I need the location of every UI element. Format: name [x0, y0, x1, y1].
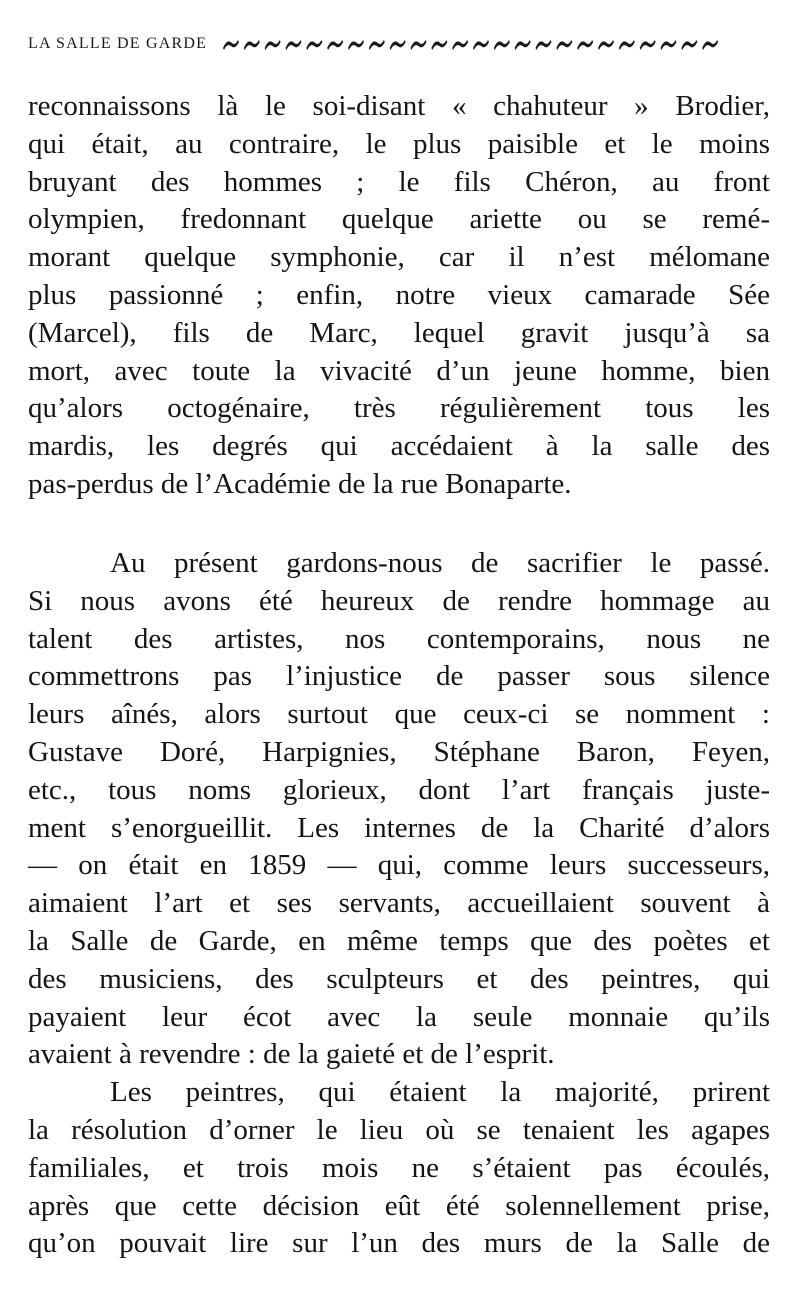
ornament-flourish: [536, 40, 552, 50]
ornament-flourish: [598, 40, 614, 50]
ornament-flourish: [411, 40, 427, 50]
text-line: payaient leur écot avec la seule monnaie qu’ils: [28, 1000, 770, 1033]
ornament-flourish: [306, 40, 322, 50]
text-line: leurs aînés, alors surtout que ceux-ci se nomment :: [28, 698, 770, 731]
header-ornament-icon: [221, 34, 721, 54]
ornament-flourish: [390, 40, 406, 50]
text-line: Si nous avons été heureux de rendre hommage au: [28, 584, 770, 617]
text-line: (Marcel), fils de Marc, lequel gravit jusqu’à sa: [28, 316, 770, 349]
ornament-flourish: [369, 40, 385, 50]
paragraph-2: [28, 545, 770, 1263]
text-line: commettrons pas l’injustice de passer sous silence: [28, 660, 770, 693]
ornament-flourish: [515, 40, 531, 50]
text-line: bruyant des hommes ; le fils Chéron, au front: [28, 165, 770, 198]
text-line: reconnaissons là le soi-disant « chahuteur » Brodier,: [28, 90, 770, 122]
text-line: morant quelque symphonie, car il n’est mélomane: [28, 241, 770, 274]
text-line: après que cette décision eût été solennellement prise,: [28, 1189, 770, 1222]
ornament-flourish: [556, 40, 572, 50]
text-line: la résolution d’orner le lieu où se tenaient les agapes: [28, 1113, 770, 1146]
ornament-flourish: [452, 40, 468, 50]
ornament-flourish: [286, 40, 302, 50]
text-line: Gustave Doré, Harpignies, Stéphane Baron, Feyen,: [28, 735, 770, 768]
ornament-flourish: [244, 40, 260, 50]
text-line: avaient à revendre : de la gaieté et de l’esprit.: [28, 1038, 555, 1071]
ornament-flourish: [473, 40, 489, 50]
ornament-flourish: [702, 40, 718, 50]
text-line: qu’alors octogénaire, très régulièrement tous les: [28, 392, 770, 425]
page-header: [28, 30, 768, 58]
ornament-flourish: [265, 40, 281, 50]
text-line: ment s’enorgueillit. Les internes de la Charité d’alors: [28, 811, 770, 844]
text-line: pas-perdus de l’Académie de la rue Bonaparte.: [28, 467, 572, 500]
text-line: olympien, fredonnant quelque ariette ou se remé-: [28, 203, 770, 236]
ornament-flourish: [619, 40, 635, 50]
ornament-flourish: [494, 40, 510, 50]
text-line: qu’on pouvait lire sur l’un des murs de la Salle de: [28, 1227, 770, 1260]
paragraph-1: [28, 88, 770, 504]
text-line: etc., tous noms glorieux, dont l’art français juste-: [28, 773, 770, 806]
ornament-flourish: [223, 40, 239, 50]
ornament-flourish: [577, 40, 593, 50]
running-title: LA SALLE DE GARDE: [28, 35, 208, 52]
text-line: la Salle de Garde, en même temps que des poètes et: [28, 924, 770, 957]
ornament-flourish: [681, 40, 697, 50]
text-line: qui était, au contraire, le plus paisible et le moins: [28, 127, 770, 160]
text-line: mort, avec toute la vivacité d’un jeune homme, bien: [28, 354, 770, 387]
text-line: talent des artistes, nos contemporains, nous ne: [28, 622, 770, 655]
text-line: — on était en 1859 — qui, comme leurs successeurs,: [28, 849, 770, 882]
text-line: mardis, les degrés qui accédaient à la salle des: [28, 430, 770, 463]
text-line: Au présent gardons-nous de sacrifier le passé.: [110, 547, 770, 579]
text-line: plus passionné ; enfin, notre vieux camarade Sée: [28, 278, 770, 311]
ornament-flourish: [640, 40, 656, 50]
text-line: des musiciens, des sculpteurs et des peintres, qui: [28, 962, 770, 995]
ornament-flourish: [327, 40, 343, 50]
text-line: familiales, et trois mois ne s’étaient pas écoulés,: [28, 1151, 770, 1184]
text-line: aimaient l’art et ses servants, accueillaient souvent à: [28, 887, 770, 920]
ornament-flourish: [348, 40, 364, 50]
ornament-flourish: [431, 40, 447, 50]
text-line: Les peintres, qui étaient la majorité, prirent: [110, 1076, 770, 1109]
ornament-flourish: [661, 40, 677, 50]
